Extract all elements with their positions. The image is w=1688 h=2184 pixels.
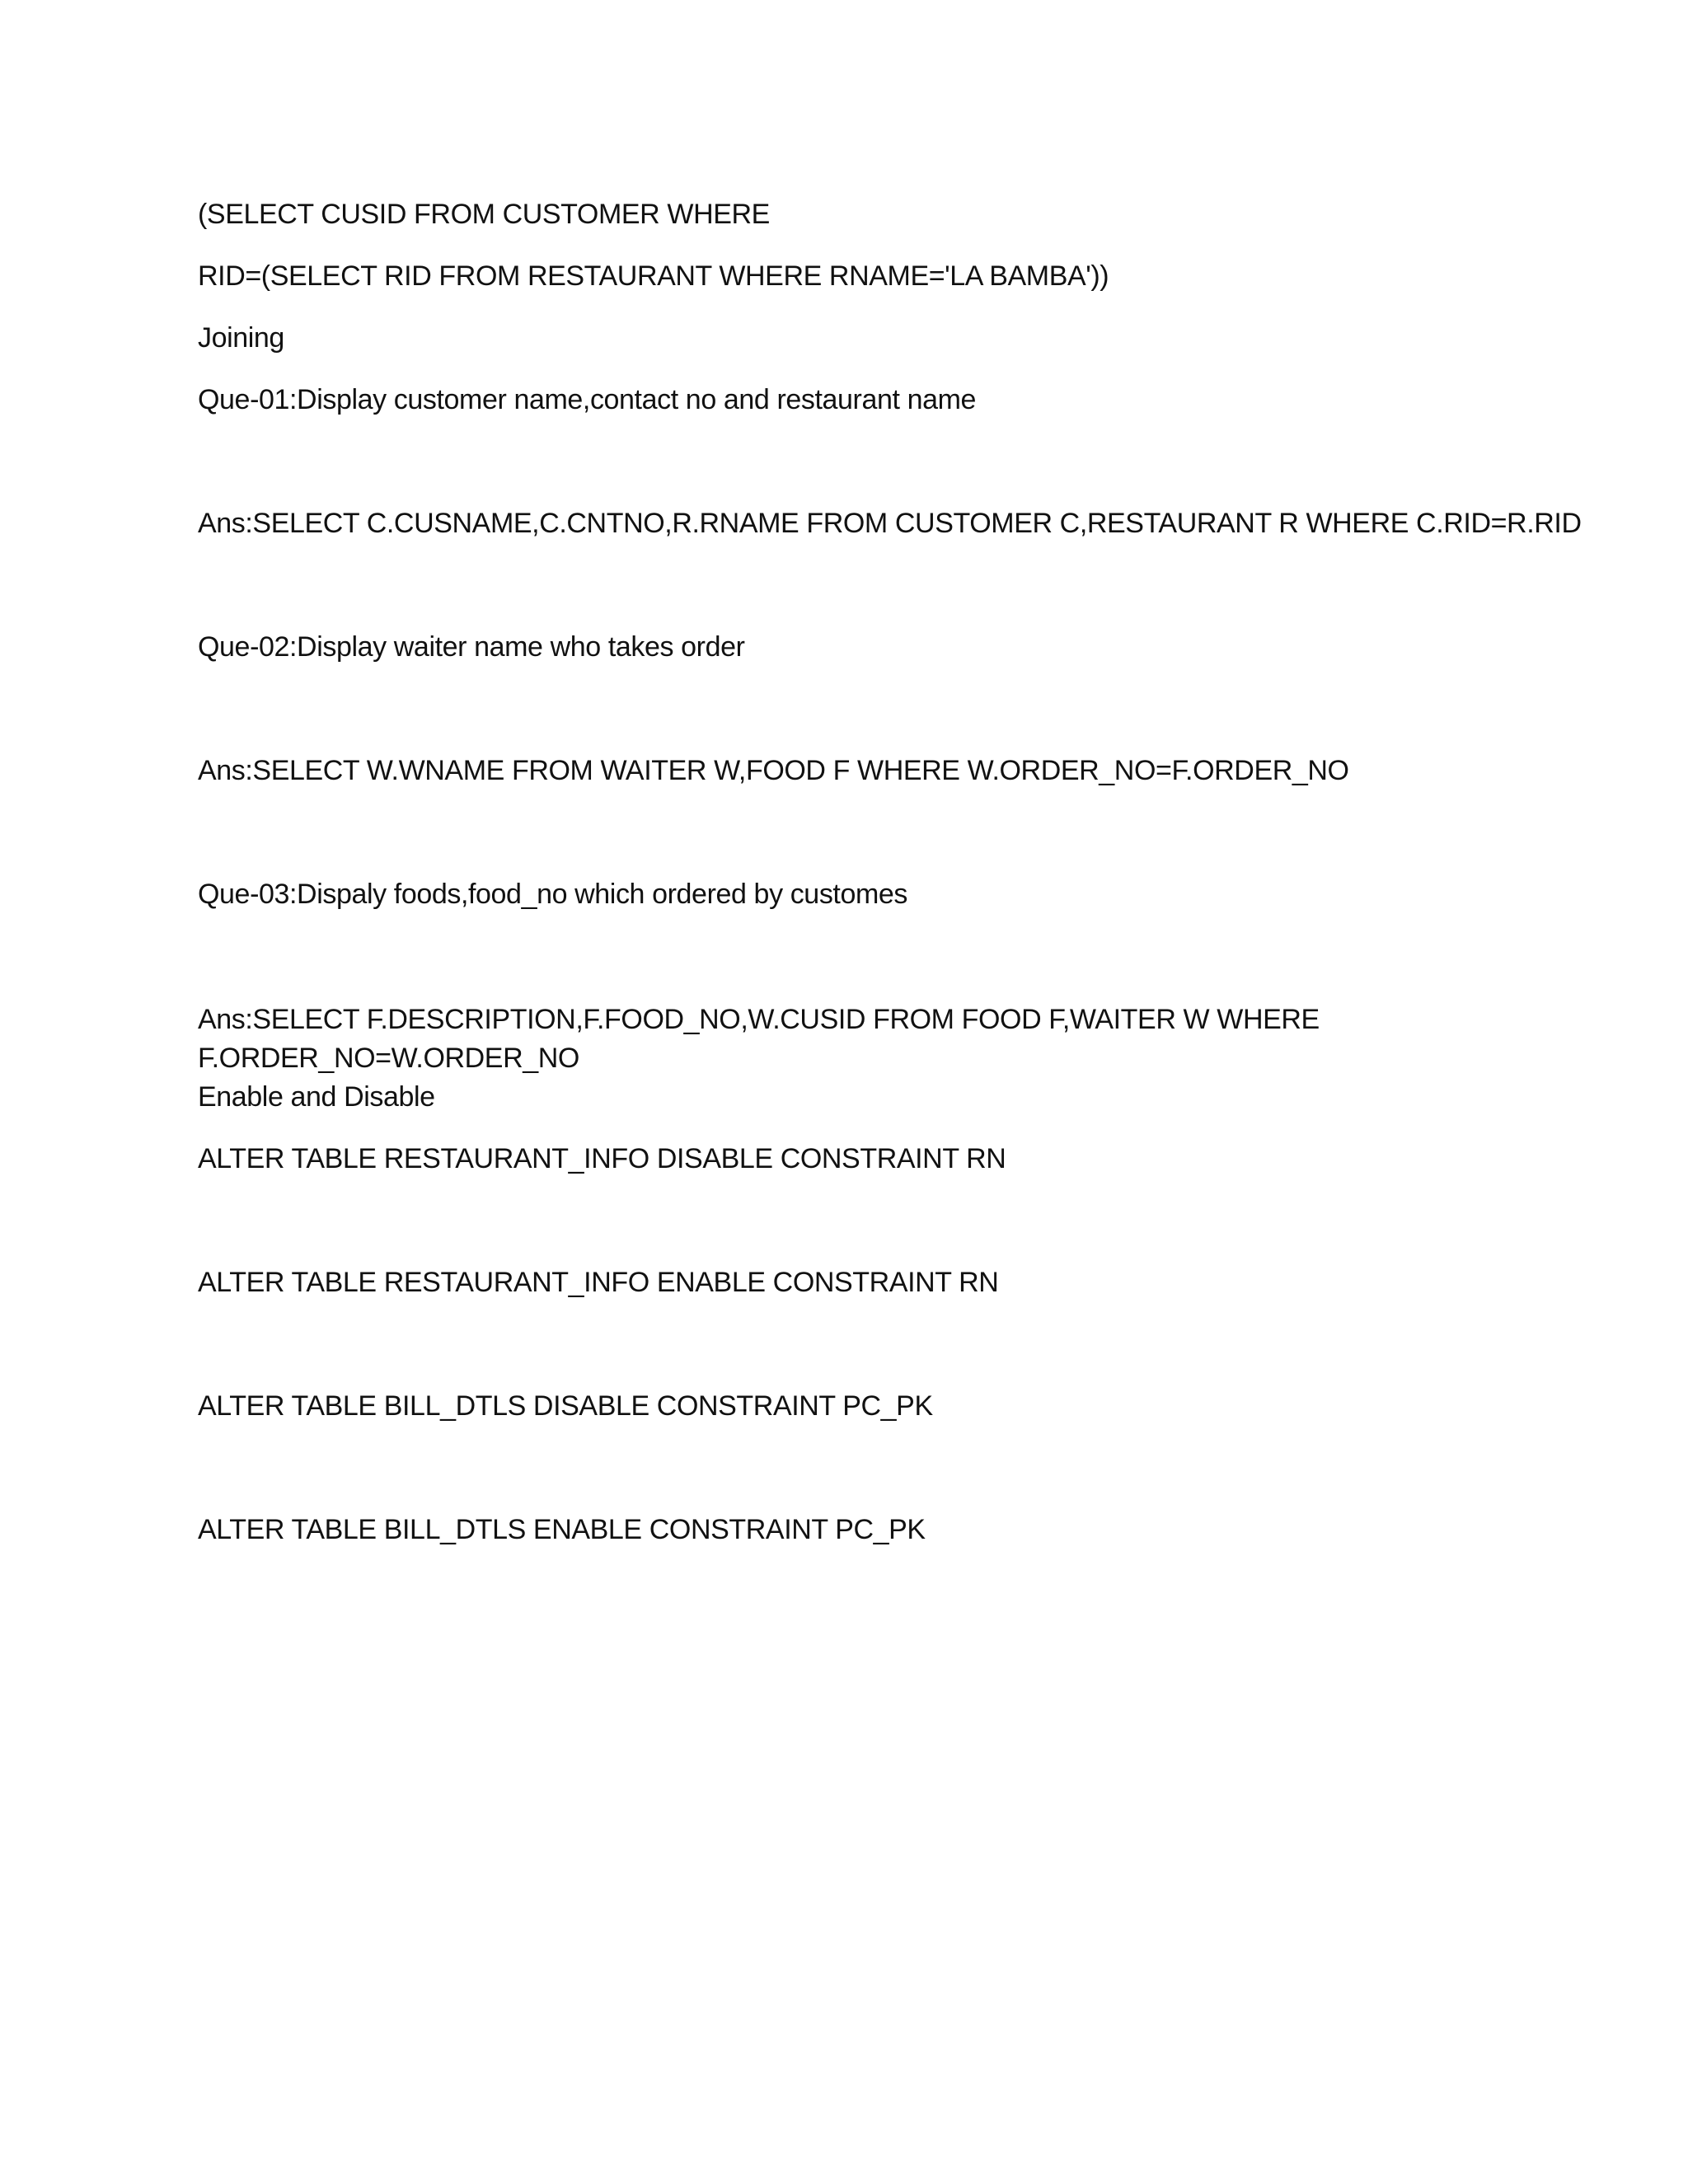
subquery-line-2: RID=(SELECT RID FROM RESTAURANT WHERE RNAME='LA BAMBA')) (198, 260, 1109, 292)
alter-statement-4: ALTER TABLE BILL_DTLS ENABLE CONSTRAINT PC_PK (198, 1514, 926, 1545)
section-heading-joining: Joining (198, 322, 284, 354)
alter-statement-1: ALTER TABLE RESTAURANT_INFO DISABLE CONSTRAINT RN (198, 1143, 1006, 1174)
answer-01: Ans:SELECT C.CUSNAME,C.CNTNO,R.RNAME FROM CUSTOMER C,RESTAURANT R WHERE C.RID=R.RID (198, 508, 1582, 539)
answer-03-line-1: Ans:SELECT F.DESCRIPTION,F.FOOD_NO,W.CUSID FROM FOOD F,WAITER W WHERE (198, 1004, 1320, 1035)
question-01: Que-01:Display customer name,contact no and restaurant name (198, 384, 977, 415)
question-02: Que-02:Display waiter name who takes order (198, 631, 745, 663)
alter-statement-3: ALTER TABLE BILL_DTLS DISABLE CONSTRAINT PC_PK (198, 1390, 933, 1422)
answer-03-line-2: F.ORDER_NO=W.ORDER_NO (198, 1043, 579, 1074)
subquery-line-1: (SELECT CUSID FROM CUSTOMER WHERE (198, 199, 770, 230)
question-03: Que-03:Dispaly foods,food_no which ordered by customes (198, 879, 908, 910)
alter-statement-2: ALTER TABLE RESTAURANT_INFO ENABLE CONSTRAINT RN (198, 1267, 999, 1298)
answer-02: Ans:SELECT W.WNAME FROM WAITER W,FOOD F WHERE W.ORDER_NO=F.ORDER_NO (198, 755, 1349, 786)
section-heading-enable-disable: Enable and Disable (198, 1081, 435, 1113)
